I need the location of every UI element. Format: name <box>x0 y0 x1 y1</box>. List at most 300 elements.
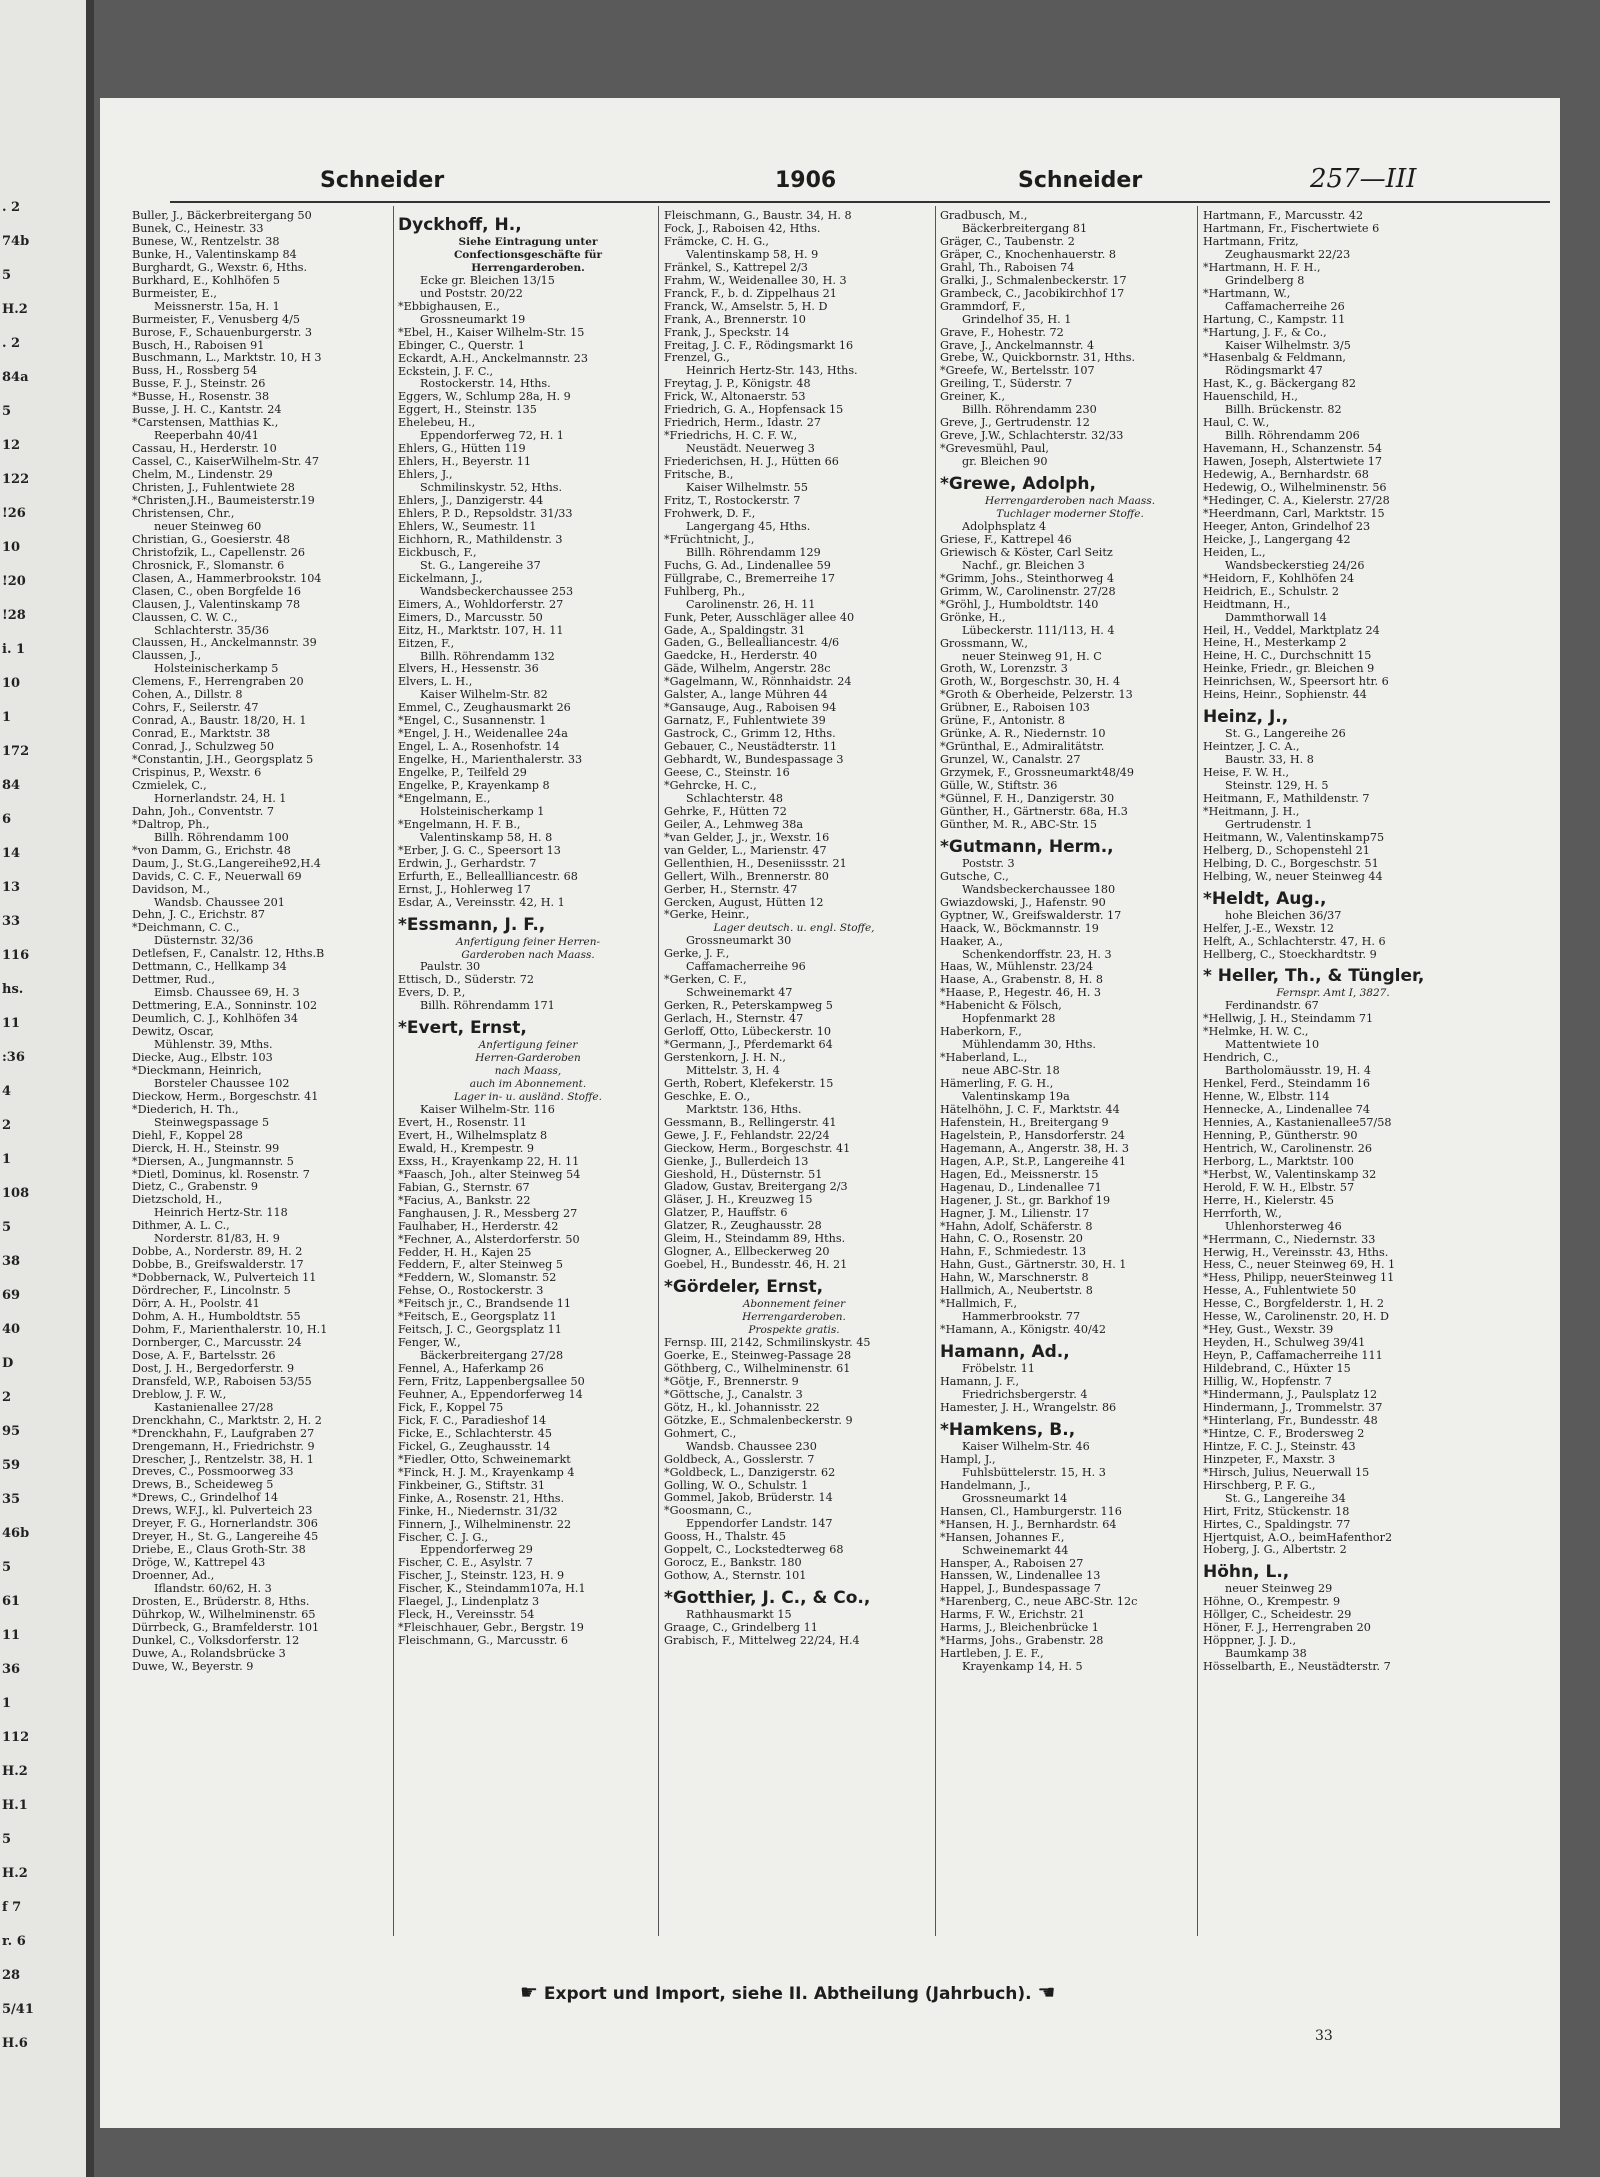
directory-entry: Havemann, H., Schanzenstr. 54 <box>1203 443 1383 456</box>
directory-entry: Claussen, C. W. C., <box>132 611 238 624</box>
directory-entry: Hartmann, Fritz, <box>1203 235 1299 248</box>
previous-page-fragment: 14 <box>2 846 21 861</box>
directory-entry: Prospekte gratis. <box>748 1324 840 1337</box>
directory-entry: Fabian, G., Sternstr. 67 <box>398 1181 530 1194</box>
previous-page-fragment: 69 <box>2 1288 21 1303</box>
directory-entry: Gehrke, F., Hütten 72 <box>664 805 787 818</box>
directory-entry: Cassel, C., KaiserWilhelm-Str. 47 <box>132 456 320 469</box>
directory-entry: *Hindermann, J., Paulsplatz 12 <box>1203 1389 1378 1402</box>
directory-entry: *Carstensen, Matthias K., <box>132 417 279 430</box>
directory-entry: Golling, W. O., Schulstr. 1 <box>664 1479 809 1492</box>
previous-page-fragment: 13 <box>2 880 21 895</box>
directory-entry: Grambeck, C., Jacobikirchhof 17 <box>940 287 1125 300</box>
directory-entry: Borsteler Chaussee 102 <box>154 1077 290 1090</box>
directory-entry: Henning, P., Güntherstr. 90 <box>1203 1129 1358 1142</box>
directory-entry: hohe Bleichen 36/37 <box>1225 909 1342 922</box>
directory-entry: Gewe, J. F., Fehlandstr. 22/24 <box>664 1129 830 1142</box>
directory-entry: Christian, G., Goesierstr. 48 <box>132 533 290 546</box>
directory-entry: *Dobbernack, W., Pulverteich 11 <box>132 1272 317 1285</box>
directory-entry: Ettisch, D., Süderstr. 72 <box>398 974 535 987</box>
directory-entry: Finkbeiner, G., Stiftstr. 31 <box>398 1479 546 1492</box>
directory-entry: Fickel, G., Zeughausstr. 14 <box>398 1440 551 1453</box>
previous-page-fragment: 5/41 <box>2 2002 34 2017</box>
directory-entry: Herrengarderoben. <box>471 261 585 274</box>
directory-entry: Heiden, L., <box>1203 546 1266 559</box>
directory-entry: Hinzpeter, F., Maxstr. 3 <box>1203 1453 1336 1466</box>
directory-entry: Gläser, J. H., Kreuzweg 15 <box>664 1194 813 1207</box>
directory-entry: Haack, W., Böckmannstr. 19 <box>940 922 1099 935</box>
directory-entry: Billh. Röhrendamm 100 <box>154 831 289 844</box>
directory-entry: Fick, F., Koppel 75 <box>398 1401 504 1414</box>
directory-entry: Fehse, O., Rostockerstr. 3 <box>398 1285 544 1298</box>
directory-entry: Emmel, C., Zeughausmarkt 26 <box>398 702 571 715</box>
directory-entry: Ehelebeu, H., <box>398 417 476 430</box>
directory-entry: Dammthorwall 14 <box>1225 611 1327 624</box>
previous-page-fragment: !28 <box>2 608 26 623</box>
directory-entry: Dohm, F., Marienthalerstr. 10, H.1 <box>132 1323 328 1336</box>
directory-entry: Schlachterstr. 35/36 <box>154 624 270 637</box>
directory-entry: Heidrich, E., Schulstr. 2 <box>1203 585 1339 598</box>
directory-entry: *Dietl, Dominus, kl. Rosenstr. 7 <box>132 1168 310 1181</box>
directory-entry: Gerloff, Otto, Lübeckerstr. 10 <box>664 1026 832 1039</box>
directory-entry: Crispinus, P., Wexstr. 6 <box>132 766 262 779</box>
directory-entry: neuer Steinweg 29 <box>1225 1583 1333 1596</box>
directory-entry: Duwe, A., Rolandsbrücke 3 <box>132 1647 286 1660</box>
directory-entry: Hartmann, Fr., Fischertwiete 6 <box>1203 222 1380 235</box>
directory-entry: Hoberg, J. G., Albertstr. 2 <box>1203 1544 1347 1557</box>
directory-entry: Schweinemarkt 44 <box>962 1544 1069 1557</box>
directory-entry: Engelke, P., Teilfeld 29 <box>398 767 527 780</box>
directory-entry: *Hinterlang, Fr., Bundesstr. 48 <box>1203 1414 1378 1427</box>
directory-entry: Heins, Heinr., Sophienstr. 44 <box>1203 689 1367 702</box>
directory-entry: Dreyer, F. G., Hornerlandstr. 306 <box>132 1518 318 1531</box>
directory-entry: Daum, J., St.G.,Langereihe92,H.4 <box>132 857 321 870</box>
directory-entry: Gräper, C., Knochenhauerstr. 8 <box>940 248 1117 261</box>
directory-entry: Gommel, Jakob, Brüderstr. 14 <box>664 1492 833 1505</box>
directory-entry: Heinrich Hertz-Str. 118 <box>154 1207 288 1220</box>
directory-entry: Grave, F., Hohestr. 72 <box>940 326 1064 339</box>
directory-entry: Haul, C. W., <box>1203 417 1270 430</box>
directory-entry: Evert, H., Rosenstr. 11 <box>398 1117 527 1129</box>
directory-entry: Helberg, D., Schopenstehl 21 <box>1203 844 1370 857</box>
directory-entry: Haberkorn, F., <box>940 1026 1022 1039</box>
directory-entry: *Goosmann, C., <box>664 1505 752 1518</box>
advertiser-name: *Gördeler, Ernst, <box>664 1277 824 1298</box>
previous-page-fragment: 12 <box>2 438 21 453</box>
directory-entry: Gerken, R., Peterskampweg 5 <box>664 1000 833 1013</box>
directory-entry: *Hasenbalg & Feldmann, <box>1203 352 1346 365</box>
directory-entry: Dörr, A. H., Poolstr. 41 <box>132 1298 260 1311</box>
directory-entry: Eckardt, A.H., Anckelmannstr. 23 <box>398 352 588 365</box>
directory-entry: Heidtmann, H., <box>1203 598 1291 611</box>
directory-entry: Drews, W.F.J., kl. Pulverteich 23 <box>132 1505 313 1518</box>
directory-entry: *Helmke, H. W. C., <box>1203 1026 1309 1039</box>
previous-page-fragment: 35 <box>2 1492 21 1507</box>
directory-entry: Schmilinskystr. 52, Hths. <box>420 482 563 495</box>
directory-entry: Grabisch, F., Mittelweg 22/24, H.4 <box>664 1635 860 1648</box>
directory-entry: Dierck, H. H., Steinstr. 99 <box>132 1142 280 1155</box>
directory-entry: Hirt, Fritz, Stückenstr. 18 <box>1203 1505 1350 1518</box>
directory-entry: Erfurth, E., Belleallliancestr. 68 <box>398 870 578 883</box>
previous-page-fragment: 36 <box>2 1662 21 1677</box>
directory-entry: Hedewig, A., Bernhardstr. 68 <box>1203 469 1369 482</box>
advertiser-name: Dyckhoff, H., <box>398 215 522 235</box>
directory-entry: Hedewig, O., Wilhelminenstr. 56 <box>1203 482 1387 495</box>
directory-entry: Grossmann, W., <box>940 637 1028 650</box>
directory-entry: Hagener, J. St., gr. Barkhof 19 <box>940 1194 1111 1207</box>
directory-entry: Heinrich Hertz-Str. 143, Hths. <box>686 365 858 378</box>
directory-entry: Buss, H., Rossberg 54 <box>132 365 258 378</box>
directory-entry: Gutsche, C., <box>940 870 1009 883</box>
directory-entry: Herren-Garderoben <box>475 1052 581 1065</box>
previous-page-strip <box>0 0 94 2177</box>
directory-entry: Elvers, L. H., <box>398 676 473 689</box>
previous-page-fragment: hs. <box>2 982 24 997</box>
directory-entry: Höhne, O., Krempestr. 9 <box>1203 1596 1341 1609</box>
directory-entry: Fröbelstr. 11 <box>962 1363 1035 1376</box>
directory-entry: Deumlich, C. J., Kohlhöfen 34 <box>132 1013 298 1026</box>
previous-page-fragment: H.2 <box>2 302 28 317</box>
directory-page <box>100 98 1560 2128</box>
directory-entry: Grossneumarkt 19 <box>420 313 526 326</box>
directory-entry: Confectionsgeschäfte für <box>453 248 603 261</box>
directory-entry: *Hahn, Adolf, Schäferstr. 8 <box>940 1220 1093 1233</box>
directory-entry: *Heerdmann, Carl, Marktstr. 15 <box>1203 507 1385 520</box>
directory-entry: *Gerke, Heinr., <box>664 909 750 922</box>
previous-page-fragment: 5 <box>2 1220 12 1235</box>
directory-entry: *Diersen, A., Jungmannstr. 5 <box>132 1155 294 1168</box>
directory-entry: *Ebbighausen, E., <box>398 300 500 313</box>
directory-entry: Kaiser Wilhelm-Str. 82 <box>420 689 548 702</box>
directory-entry: Drews, B., Scheideweg 5 <box>132 1479 274 1492</box>
directory-entry: Rostockerstr. 14, Hths. <box>420 378 551 391</box>
directory-entry: *Germann, J., Pferdemarkt 64 <box>664 1039 833 1051</box>
directory-entry: *Herrmann, C., Niedernstr. 33 <box>1203 1233 1376 1246</box>
directory-entry: Feuhner, A., Eppendorferweg 14 <box>398 1389 583 1402</box>
directory-entry: Düsternstr. 32/36 <box>154 935 254 948</box>
directory-entry: Ewald, H., Krempestr. 9 <box>398 1142 534 1155</box>
directory-entry: Günther, M. R., ABC-Str. 15 <box>940 818 1098 831</box>
directory-entry: Griese, F., Kattrepel 46 <box>940 533 1072 546</box>
directory-entry: Gieckow, Herm., Borgeschstr. 41 <box>664 1142 851 1155</box>
advertiser-name: Hamann, Ad., <box>940 1342 1070 1363</box>
directory-entry: Heintzer, J. C. A., <box>1203 741 1300 754</box>
previous-page-fragment: 46b <box>2 1526 30 1541</box>
directory-entry: Heise, F. W. H., <box>1203 767 1290 780</box>
directory-entry: Diecke, Aug., Elbstr. 103 <box>132 1051 273 1064</box>
advertiser-name: *Hamkens, B., <box>940 1419 1076 1440</box>
directory-entry: Herborg, L., Marktstr. 100 <box>1203 1155 1354 1168</box>
directory-entry: Drenckhahn, C., Marktstr. 2, H. 2 <box>132 1414 322 1427</box>
directory-entry: Lager deutsch. u. engl. Stoffe, <box>713 922 875 935</box>
previous-page-fragment: 84 <box>2 778 21 793</box>
directory-entry: Göthberg, C., Wilhelminenstr. 61 <box>664 1362 851 1375</box>
directory-column-4 <box>940 210 1200 1674</box>
directory-entry: Dransfeld, W.P., Raboisen 53/55 <box>132 1375 312 1388</box>
directory-entry: Hartung, C., Kampstr. 11 <box>1203 313 1346 326</box>
directory-entry: Fischer, C. E., Asylstr. 7 <box>398 1557 533 1570</box>
directory-entry: Hahn, W., Marschnerstr. 8 <box>940 1272 1089 1285</box>
directory-entry: Kaiser Wilhelm-Str. 116 <box>420 1104 555 1117</box>
directory-entry: *van Gelder, J., jr., Wexstr. 16 <box>664 831 830 844</box>
directory-entry: Herrengarderoben. <box>742 1311 846 1324</box>
directory-entry: *Früchtnicht, J., <box>664 533 755 546</box>
directory-entry: Eckstein, J. F. C., <box>398 365 494 378</box>
directory-entry: Fennel, A., Haferkamp 26 <box>398 1363 544 1376</box>
advertiser-name: Höhn, L., <box>1203 1562 1290 1583</box>
previous-page-fragment: 84a <box>2 370 29 385</box>
directory-entry: *Hartmann, H. F. H., <box>1203 261 1321 274</box>
directory-entry: Eppendorfer Landstr. 147 <box>686 1518 833 1531</box>
directory-entry: Heyden, H., Schulweg 39/41 <box>1203 1337 1366 1350</box>
directory-entry: Billh. Brückenstr. 82 <box>1225 404 1342 417</box>
directory-entry: *Hess, Philipp, neuerSteinweg 11 <box>1203 1272 1395 1285</box>
directory-entry: Burghardt, G., Wexstr. 6, Hths. <box>132 261 308 274</box>
directory-entry: Reeperbahn 40/41 <box>154 430 259 443</box>
directory-entry: Droenner, Ad., <box>132 1570 215 1583</box>
directory-entry: Gerlach, H., Sternstr. 47 <box>664 1013 804 1026</box>
directory-entry: *Herbst, W., Valentinskamp 32 <box>1203 1168 1377 1181</box>
directory-entry: Clausen, J., Valentinskamp 78 <box>132 598 301 611</box>
directory-entry: Engelke, P., Krayenkamp 8 <box>398 780 550 793</box>
directory-entry: Grave, J., Anckelmannstr. 4 <box>940 339 1095 352</box>
directory-entry: Hansper, A., Raboisen 27 <box>940 1557 1084 1570</box>
previous-page-fragment: . 2 <box>2 336 21 351</box>
directory-entry: Heeger, Anton, Grindelhof 23 <box>1203 520 1371 533</box>
directory-entry: Grüne, F., Antonistr. 8 <box>940 715 1065 728</box>
advertiser-name: *Gutmann, Herm., <box>940 836 1114 857</box>
directory-entry: Götzke, E., Schmalenbeckerstr. 9 <box>664 1414 853 1427</box>
directory-entry: Höner, F. J., Herrengraben 20 <box>1203 1622 1371 1635</box>
previous-page-fragment: f 7 <box>2 1900 22 1915</box>
previous-page-fragment: 10 <box>2 540 21 555</box>
directory-entry: Heicke, J., Langergang 42 <box>1203 533 1351 546</box>
directory-entry: *Hellwig, J. H., Steindamm 71 <box>1203 1013 1374 1026</box>
directory-entry: Eickelmann, J., <box>398 572 483 585</box>
directory-entry: Gaedcke, H., Herderstr. 40 <box>664 650 818 663</box>
directory-entry: Valentinskamp 19a <box>962 1091 1070 1103</box>
directory-entry: Hartmann, F., Marcusstr. 42 <box>1203 210 1364 222</box>
directory-entry: *Feddern, W., Slomanstr. 52 <box>398 1272 557 1285</box>
directory-column-5 <box>1203 210 1463 1674</box>
directory-entry: Främcke, C. H. G., <box>664 235 769 248</box>
directory-entry: Dreves, C., Possmoorweg 33 <box>132 1466 294 1479</box>
directory-entry: Bunese, W., Rentzelstr. 38 <box>132 235 280 248</box>
directory-entry: Gradbusch, M., <box>940 210 1028 222</box>
directory-entry: Fenger, W., <box>398 1337 461 1350</box>
directory-entry: Eggert, H., Steinstr. 135 <box>398 404 537 417</box>
advertiser-name: Heinz, J., <box>1203 707 1289 728</box>
directory-column-1 <box>132 210 392 1674</box>
directory-entry: Hellberg, C., Stoeckhardtstr. 9 <box>1203 948 1377 961</box>
directory-entry: Hirschberg, P. F. G., <box>1203 1479 1316 1492</box>
directory-entry: *Grimm, Johs., Steinthorweg 4 <box>940 572 1115 585</box>
directory-entry: Eickbusch, F., <box>398 546 477 559</box>
directory-entry: Abonnement feiner <box>742 1298 846 1311</box>
directory-entry: Christensen, Chr., <box>132 507 235 520</box>
directory-entry: Helfer, J.-E., Wexstr. 12 <box>1203 922 1334 935</box>
directory-entry: *Harms, Johs., Grabenstr. 28 <box>940 1635 1104 1648</box>
directory-entry: *Haase, P., Hegestr. 46, H. 3 <box>940 987 1102 1000</box>
directory-entry: Engelke, H., Marienthalerstr. 33 <box>398 754 583 767</box>
directory-entry: Hesse, W., Carolinenstr. 20, H. D <box>1203 1311 1389 1324</box>
directory-entry: Hahn, F., Schmiedestr. 13 <box>940 1246 1087 1259</box>
directory-entry: Gohmert, C., <box>664 1427 737 1440</box>
previous-page-fragment: 2 <box>2 1118 12 1133</box>
directory-entry: *Hirsch, Julius, Neuerwall 15 <box>1203 1466 1370 1479</box>
directory-entry: Dettmering, E.A., Sonninstr. 102 <box>132 1000 318 1013</box>
directory-entry: Gothow, A., Sternstr. 101 <box>664 1570 807 1583</box>
directory-entry: Grzymek, F., Grossneumarkt48/49 <box>940 767 1134 780</box>
directory-entry: Herrforth, W., <box>1203 1207 1282 1220</box>
directory-entry: Eitz, H., Marktstr. 107, H. 11 <box>398 624 564 637</box>
header-left-title: Schneider <box>320 168 445 193</box>
directory-entry: Fleischmann, G., Marcusstr. 6 <box>398 1635 569 1648</box>
directory-entry: Haase, A., Grabenstr. 8, H. 8 <box>940 974 1103 987</box>
directory-entry: *Grünthal, E., Admiralitätstr. <box>940 741 1105 754</box>
previous-page-fragment: 61 <box>2 1594 21 1609</box>
directory-entry: Fritsche, B., <box>664 469 734 482</box>
footer-text: Export und Import, siehe II. Abtheilung (Jahrbuch). <box>543 1984 1032 2004</box>
directory-entry: Gerke, J. F., <box>664 948 730 961</box>
directory-entry: Ehlers, P. D., Repsoldstr. 31/33 <box>398 508 573 521</box>
directory-entry: gr. Bleichen 90 <box>962 456 1048 469</box>
directory-entry: Hagen, A.P., St.P., Langereihe 41 <box>940 1155 1126 1168</box>
directory-entry: *Feitsch, E., Georgsplatz 11 <box>398 1311 557 1324</box>
directory-entry: Gebauer, C., Neustädterstr. 11 <box>664 741 838 754</box>
directory-entry: Goppelt, C., Lockstedterweg 68 <box>664 1544 844 1557</box>
directory-entry: Busse, F. J., Steinstr. 26 <box>132 378 266 391</box>
directory-entry: Helbing, D. C., Borgeschstr. 51 <box>1203 857 1379 870</box>
directory-entry: Heine, H., Mesterkamp 2 <box>1203 637 1347 650</box>
directory-entry: Frick, W., Altonaerstr. 53 <box>664 391 806 404</box>
directory-entry: Ecke gr. Bleichen 13/15 <box>420 274 555 287</box>
directory-entry: *Hamann, A., Königstr. 40/42 <box>940 1324 1107 1337</box>
directory-entry: Gaden, G., Bellealliancestr. 4/6 <box>664 637 840 650</box>
previous-page-fragment: 5 <box>2 268 12 283</box>
directory-entry: Hamann, J. F., <box>940 1376 1020 1389</box>
directory-entry: *Gehrcke, H. C., <box>664 779 757 792</box>
directory-entry: Valentinskamp 58, H. 8 <box>420 831 553 844</box>
directory-entry: Gercken, August, Hütten 12 <box>664 896 824 909</box>
directory-entry: Gieshold, H., Düsternstr. 51 <box>664 1168 823 1181</box>
previous-page-fragment: 2 <box>2 1390 12 1405</box>
pointing-hand-left-icon: ☛ <box>520 1980 538 2004</box>
directory-entry: Rödingsmarkt 47 <box>1225 365 1323 378</box>
directory-entry: *Günnel, F. H., Danzigerstr. 30 <box>940 792 1115 805</box>
directory-entry: Norderstr. 81/83, H. 9 <box>154 1233 280 1246</box>
previous-page-fragment: !20 <box>2 574 26 589</box>
directory-entry: Finnern, J., Wilhelminenstr. 22 <box>398 1518 572 1531</box>
directory-entry: Poststr. 3 <box>962 857 1015 870</box>
directory-entry: Hansen, Cl., Hamburgerstr. 116 <box>940 1505 1122 1518</box>
directory-entry: Dördrecher, F., Lincolnstr. 5 <box>132 1285 291 1298</box>
previous-page-fragment: . 2 <box>2 200 21 215</box>
directory-entry: Frohwerk, D. F., <box>664 507 756 520</box>
directory-entry: Elvers, H., Hessenstr. 36 <box>398 663 539 676</box>
directory-entry: *Hey, Gust., Wexstr. 39 <box>1203 1324 1334 1337</box>
directory-entry: Frank, J., Speckstr. 14 <box>664 326 790 339</box>
directory-entry: Ehlers, J., <box>398 469 453 482</box>
directory-entry: Kaiser Wilhelm-Str. 46 <box>962 1440 1090 1453</box>
directory-entry: Hampl, J., <box>940 1453 996 1466</box>
directory-entry: Zeughausmarkt 22/23 <box>1225 248 1351 261</box>
directory-entry: Eppendorferweg 29 <box>420 1544 533 1557</box>
previous-page-fragment: 5 <box>2 1560 12 1575</box>
directory-entry: Wandsbeckerchaussee 253 <box>420 585 574 598</box>
directory-entry: Fischer, J., Steinstr. 123, H. 9 <box>398 1570 565 1583</box>
directory-entry: Geese, C., Steinstr. 16 <box>664 766 790 779</box>
directory-entry: und Poststr. 20/22 <box>420 287 523 300</box>
directory-entry: Evert, H., Wilhelmsplatz 8 <box>398 1129 548 1142</box>
directory-entry: Grübner, E., Raboisen 103 <box>940 702 1090 715</box>
directory-entry: Hagner, J. M., Lilienstr. 17 <box>940 1207 1090 1220</box>
directory-entry: Feddern, F., alter Steinweg 5 <box>398 1259 563 1272</box>
directory-entry: Dröge, W., Kattrepel 43 <box>132 1557 266 1570</box>
directory-entry: Kaiser Wilhelmstr. 55 <box>686 482 809 495</box>
directory-entry: Dunkel, C., Volksdorferstr. 12 <box>132 1634 300 1647</box>
directory-entry: Conrad, E., Marktstr. 38 <box>132 728 271 741</box>
directory-entry: Dornberger, C., Marcusstr. 24 <box>132 1336 302 1349</box>
directory-entry: Drosten, E., Brüderstr. 8, Hths. <box>132 1595 310 1608</box>
directory-entry: *Groth & Oberheide, Pelzerstr. 13 <box>940 689 1133 702</box>
directory-entry: *Gagelmann, W., Rönnhaidstr. 24 <box>664 676 852 689</box>
previous-page-fragment: 11 <box>2 1628 21 1643</box>
directory-entry: Goerke, E., Steinweg-Passage 28 <box>664 1349 852 1362</box>
directory-entry: Gladow, Gustav, Breitergang 2/3 <box>664 1181 848 1194</box>
directory-entry: Grammdorf, F., <box>940 300 1026 313</box>
directory-entry: Duwe, W., Beyerstr. 9 <box>132 1660 254 1673</box>
directory-entry: Friederichsen, H. J., Hütten 66 <box>664 456 839 469</box>
directory-entry: Davidson, M., <box>132 883 211 896</box>
directory-entry: Friedrich, Herm., Idastr. 27 <box>664 417 821 430</box>
directory-entry: Fuchs, G. Ad., Lindenallee 59 <box>664 559 831 572</box>
printed-page-number: 33 <box>1315 2028 1333 2044</box>
directory-entry: Dehn, J. C., Erichstr. 87 <box>132 909 265 922</box>
directory-entry: Hennies, A., Kastanienallee57/58 <box>1203 1117 1392 1129</box>
previous-page-fragment: 1 <box>2 1152 12 1167</box>
directory-entry: Billh. Röhrendamm 132 <box>420 650 555 663</box>
directory-entry: Fuhlsbüttelerstr. 15, H. 3 <box>962 1466 1106 1479</box>
directory-entry: Grunzel, W., Canalstr. 27 <box>940 754 1081 767</box>
directory-entry: Hawen, Joseph, Alstertwiete 17 <box>1203 456 1383 469</box>
directory-entry: Fern, Fritz, Lappenbergsallee 50 <box>398 1376 585 1389</box>
previous-page-fragment: 172 <box>2 744 30 759</box>
previous-page-fragment: 1 <box>2 1696 12 1711</box>
directory-entry: Hätelhöhn, J. C. F., Marktstr. 44 <box>940 1103 1120 1116</box>
directory-entry: Rathhausmarkt 15 <box>686 1609 792 1622</box>
previous-page-fragment: i. 1 <box>2 642 26 657</box>
directory-entry: Hagemann, A., Angerstr. 38, H. 3 <box>940 1142 1129 1155</box>
previous-page-fragment: 116 <box>2 948 30 963</box>
directory-entry: *Fechner, A., Alsterdorferstr. 50 <box>398 1233 580 1246</box>
directory-entry: Dobbe, B., Greifswalderstr. 17 <box>132 1259 304 1272</box>
previous-page-fragment: 1 <box>2 710 12 725</box>
directory-entry: St. G., Langereihe 34 <box>1225 1492 1346 1505</box>
directory-entry: Ehlers, W., Seumestr. 11 <box>398 520 537 533</box>
directory-entry: *Hartung, J. F., & Co., <box>1203 326 1327 339</box>
directory-entry: *Hintze, C. F., Brodersweg 2 <box>1203 1427 1365 1440</box>
directory-entry: Iflandstr. 60/62, H. 3 <box>154 1583 272 1596</box>
directory-entry: Eichhorn, R., Mathildenstr. 3 <box>398 533 563 546</box>
directory-entry: Heil, H., Veddel, Marktplatz 24 <box>1203 624 1380 637</box>
directory-entry: Höllger, C., Scheidestr. 29 <box>1203 1609 1352 1622</box>
directory-entry: Paulstr. 30 <box>420 961 481 974</box>
directory-entry: Graage, C., Grindelberg 11 <box>664 1622 818 1635</box>
directory-entry: Heine, H. C., Durchschnitt 15 <box>1203 650 1372 663</box>
directory-entry: Dahn, Joh., Conventstr. 7 <box>132 805 274 818</box>
directory-entry: Friedrich, G. A., Hopfensack 15 <box>664 404 844 417</box>
